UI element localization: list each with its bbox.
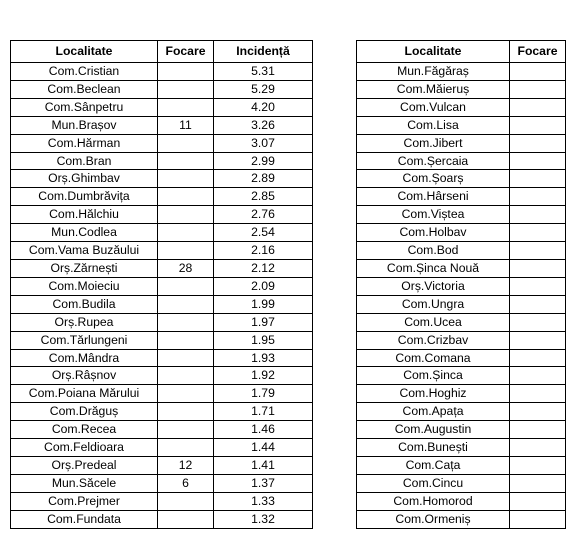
table-row bbox=[11, 224, 313, 242]
table-row bbox=[357, 63, 566, 81]
header-localitate: Localitate bbox=[11, 41, 158, 63]
cell-localitate: Com.Beclean bbox=[11, 80, 158, 98]
cell-incidenta: 2.12 bbox=[214, 259, 313, 277]
cell-localitate: Com.Drăguș bbox=[11, 403, 158, 421]
cell-localitate: Com.Mândra bbox=[11, 349, 158, 367]
cell-focare bbox=[158, 63, 214, 81]
table-row bbox=[357, 259, 566, 277]
cell-localitate: Com.Vama Buzăului bbox=[11, 242, 158, 260]
cell-focare bbox=[158, 510, 214, 528]
cell-localitate: Com.Viștea bbox=[357, 206, 510, 224]
cell-incidenta: 1.44 bbox=[214, 439, 313, 457]
table-row bbox=[11, 439, 313, 457]
cell-focare bbox=[158, 206, 214, 224]
cell-incidenta: 3.26 bbox=[214, 116, 313, 134]
table-row bbox=[11, 277, 313, 295]
table-row bbox=[357, 152, 566, 170]
header-localitate: Localitate bbox=[357, 41, 510, 63]
cell-focare bbox=[510, 224, 566, 242]
cell-incidenta: 3.07 bbox=[214, 134, 313, 152]
table-row bbox=[11, 367, 313, 385]
cell-focare bbox=[158, 295, 214, 313]
cell-localitate: Com.Șoarș bbox=[357, 170, 510, 188]
cell-incidenta: 1.32 bbox=[214, 510, 313, 528]
table-row bbox=[11, 331, 313, 349]
incidence-table-left bbox=[10, 40, 313, 529]
cell-localitate: Com.Șinca Nouă bbox=[357, 259, 510, 277]
cell-focare bbox=[510, 474, 566, 492]
table-row bbox=[11, 295, 313, 313]
table-row bbox=[357, 439, 566, 457]
cell-incidenta: 5.29 bbox=[214, 80, 313, 98]
cell-localitate: Com.Hoghiz bbox=[357, 385, 510, 403]
table-row bbox=[11, 188, 313, 206]
table-row bbox=[357, 421, 566, 439]
cell-focare bbox=[158, 403, 214, 421]
cell-incidenta: 2.89 bbox=[214, 170, 313, 188]
table-row bbox=[357, 98, 566, 116]
cell-focare bbox=[158, 134, 214, 152]
table-row bbox=[11, 259, 313, 277]
cell-localitate: Orș.Râșnov bbox=[11, 367, 158, 385]
cell-localitate: Mun.Săcele bbox=[11, 474, 158, 492]
cell-localitate: Com.Măieruș bbox=[357, 80, 510, 98]
cell-focare bbox=[158, 188, 214, 206]
table-row bbox=[357, 367, 566, 385]
cell-focare bbox=[158, 80, 214, 98]
cell-localitate: Mun.Făgăraș bbox=[357, 63, 510, 81]
cell-incidenta: 1.92 bbox=[214, 367, 313, 385]
cell-localitate: Com.Sânpetru bbox=[11, 98, 158, 116]
header-focare: Focare bbox=[510, 41, 566, 63]
table-row bbox=[11, 474, 313, 492]
cell-focare bbox=[510, 510, 566, 528]
cell-localitate: Orș.Zărnești bbox=[11, 259, 158, 277]
table-row bbox=[357, 403, 566, 421]
cell-incidenta: 1.41 bbox=[214, 456, 313, 474]
table-row bbox=[357, 474, 566, 492]
table-row bbox=[11, 421, 313, 439]
cell-focare bbox=[510, 80, 566, 98]
cell-focare: 12 bbox=[158, 456, 214, 474]
cell-localitate: Com.Cața bbox=[357, 456, 510, 474]
cell-localitate: Orș.Victoria bbox=[357, 277, 510, 295]
table-row bbox=[11, 313, 313, 331]
table-row bbox=[357, 385, 566, 403]
cell-focare bbox=[510, 277, 566, 295]
cell-focare bbox=[510, 116, 566, 134]
cell-focare bbox=[158, 224, 214, 242]
cell-focare bbox=[510, 242, 566, 260]
table-row bbox=[357, 188, 566, 206]
cell-incidenta: 1.37 bbox=[214, 474, 313, 492]
cell-localitate: Com.Lisa bbox=[357, 116, 510, 134]
cell-localitate: Com.Holbav bbox=[357, 224, 510, 242]
cell-localitate: Com.Hărman bbox=[11, 134, 158, 152]
cell-localitate: Com.Ucea bbox=[357, 313, 510, 331]
cell-incidenta: 2.09 bbox=[214, 277, 313, 295]
cell-localitate: Orș.Predeal bbox=[11, 456, 158, 474]
cell-incidenta: 1.79 bbox=[214, 385, 313, 403]
cell-localitate: Com.Ormeniș bbox=[357, 510, 510, 528]
table-row bbox=[11, 152, 313, 170]
cell-focare bbox=[158, 385, 214, 403]
cell-focare bbox=[510, 385, 566, 403]
cell-incidenta: 1.71 bbox=[214, 403, 313, 421]
table-row bbox=[357, 510, 566, 528]
cell-focare bbox=[510, 295, 566, 313]
cell-localitate: Com.Hălchiu bbox=[11, 206, 158, 224]
table-row bbox=[357, 206, 566, 224]
cell-localitate: Com.Vulcan bbox=[357, 98, 510, 116]
cell-focare bbox=[510, 403, 566, 421]
table-row bbox=[357, 242, 566, 260]
table-row bbox=[11, 492, 313, 510]
cell-focare: 6 bbox=[158, 474, 214, 492]
table-row bbox=[357, 224, 566, 242]
cell-localitate: Com.Dumbrăvița bbox=[11, 188, 158, 206]
cell-localitate: Com.Fundata bbox=[11, 510, 158, 528]
cell-incidenta: 1.46 bbox=[214, 421, 313, 439]
cell-localitate: Com.Prejmer bbox=[11, 492, 158, 510]
table-row bbox=[357, 313, 566, 331]
cell-focare bbox=[510, 367, 566, 385]
cell-focare bbox=[158, 277, 214, 295]
cell-localitate: Com.Crizbav bbox=[357, 331, 510, 349]
cell-focare bbox=[510, 492, 566, 510]
cell-focare bbox=[158, 242, 214, 260]
table-row bbox=[11, 116, 313, 134]
cell-localitate: Com.Poiana Mărului bbox=[11, 385, 158, 403]
cell-incidenta: 1.99 bbox=[214, 295, 313, 313]
cell-localitate: Com.Jibert bbox=[357, 134, 510, 152]
cell-focare bbox=[510, 313, 566, 331]
header-row bbox=[11, 41, 313, 63]
table-row bbox=[11, 134, 313, 152]
cell-focare bbox=[158, 421, 214, 439]
cell-focare bbox=[510, 331, 566, 349]
cell-localitate: Mun.Codlea bbox=[11, 224, 158, 242]
cell-localitate: Com.Șercaia bbox=[357, 152, 510, 170]
cell-localitate: Com.Apața bbox=[357, 403, 510, 421]
cell-localitate: Com.Feldioara bbox=[11, 439, 158, 457]
cell-localitate: Com.Homorod bbox=[357, 492, 510, 510]
table-row bbox=[11, 98, 313, 116]
cell-incidenta: 2.99 bbox=[214, 152, 313, 170]
cell-focare bbox=[158, 170, 214, 188]
cell-localitate: Mun.Brașov bbox=[11, 116, 158, 134]
cell-focare bbox=[510, 349, 566, 367]
cell-incidenta: 2.16 bbox=[214, 242, 313, 260]
cell-focare bbox=[158, 349, 214, 367]
cell-localitate: Com.Cristian bbox=[11, 63, 158, 81]
cell-localitate: Com.Augustin bbox=[357, 421, 510, 439]
cell-focare bbox=[158, 439, 214, 457]
cell-focare bbox=[158, 492, 214, 510]
table-row bbox=[11, 206, 313, 224]
cell-focare bbox=[510, 134, 566, 152]
header-row bbox=[357, 41, 566, 63]
cell-incidenta: 1.95 bbox=[214, 331, 313, 349]
table-row bbox=[11, 170, 313, 188]
cell-focare: 28 bbox=[158, 259, 214, 277]
table-row bbox=[11, 63, 313, 81]
table-row bbox=[11, 403, 313, 421]
cell-localitate: Orș.Ghimbav bbox=[11, 170, 158, 188]
cell-localitate: Com.Comana bbox=[357, 349, 510, 367]
cell-focare bbox=[158, 152, 214, 170]
cell-focare bbox=[510, 98, 566, 116]
cell-localitate: Com.Recea bbox=[11, 421, 158, 439]
cell-incidenta: 5.31 bbox=[214, 63, 313, 81]
cell-focare bbox=[510, 439, 566, 457]
table-row bbox=[357, 116, 566, 134]
cell-focare bbox=[510, 188, 566, 206]
header-focare: Focare bbox=[158, 41, 214, 63]
cell-focare bbox=[158, 98, 214, 116]
table-row bbox=[11, 510, 313, 528]
cell-localitate: Com.Tărlungeni bbox=[11, 331, 158, 349]
cell-focare bbox=[510, 456, 566, 474]
cell-focare bbox=[158, 313, 214, 331]
table-row bbox=[357, 134, 566, 152]
table-row bbox=[357, 456, 566, 474]
cell-incidenta: 2.76 bbox=[214, 206, 313, 224]
cell-incidenta: 2.85 bbox=[214, 188, 313, 206]
table-row bbox=[11, 80, 313, 98]
cell-localitate: Com.Cincu bbox=[357, 474, 510, 492]
cell-localitate: Com.Hârseni bbox=[357, 188, 510, 206]
cell-localitate: Com.Bunești bbox=[357, 439, 510, 457]
cell-incidenta: 1.97 bbox=[214, 313, 313, 331]
cell-focare bbox=[510, 170, 566, 188]
cell-focare bbox=[510, 206, 566, 224]
cell-localitate: Com.Ungra bbox=[357, 295, 510, 313]
cell-incidenta: 1.33 bbox=[214, 492, 313, 510]
cell-incidenta: 1.93 bbox=[214, 349, 313, 367]
cell-incidenta: 4.20 bbox=[214, 98, 313, 116]
cell-focare bbox=[510, 63, 566, 81]
table-row bbox=[357, 295, 566, 313]
table-row bbox=[357, 492, 566, 510]
cell-focare bbox=[158, 331, 214, 349]
table-row bbox=[11, 349, 313, 367]
cell-localitate: Orș.Rupea bbox=[11, 313, 158, 331]
cell-localitate: Com.Bod bbox=[357, 242, 510, 260]
table-row bbox=[357, 170, 566, 188]
cell-focare: 11 bbox=[158, 116, 214, 134]
cell-focare bbox=[510, 259, 566, 277]
table-row bbox=[357, 277, 566, 295]
cell-localitate: Com.Moieciu bbox=[11, 277, 158, 295]
table-row bbox=[11, 385, 313, 403]
cell-localitate: Com.Budila bbox=[11, 295, 158, 313]
table-row bbox=[11, 456, 313, 474]
cell-focare bbox=[510, 152, 566, 170]
cell-focare bbox=[158, 367, 214, 385]
cell-localitate: Com.Bran bbox=[11, 152, 158, 170]
header-incidenta: Incidență bbox=[214, 41, 313, 63]
table-row bbox=[357, 349, 566, 367]
table-row bbox=[357, 331, 566, 349]
cell-focare bbox=[510, 421, 566, 439]
incidence-table-right bbox=[356, 40, 566, 529]
table-row bbox=[357, 80, 566, 98]
cell-localitate: Com.Șinca bbox=[357, 367, 510, 385]
table-row bbox=[11, 242, 313, 260]
cell-incidenta: 2.54 bbox=[214, 224, 313, 242]
